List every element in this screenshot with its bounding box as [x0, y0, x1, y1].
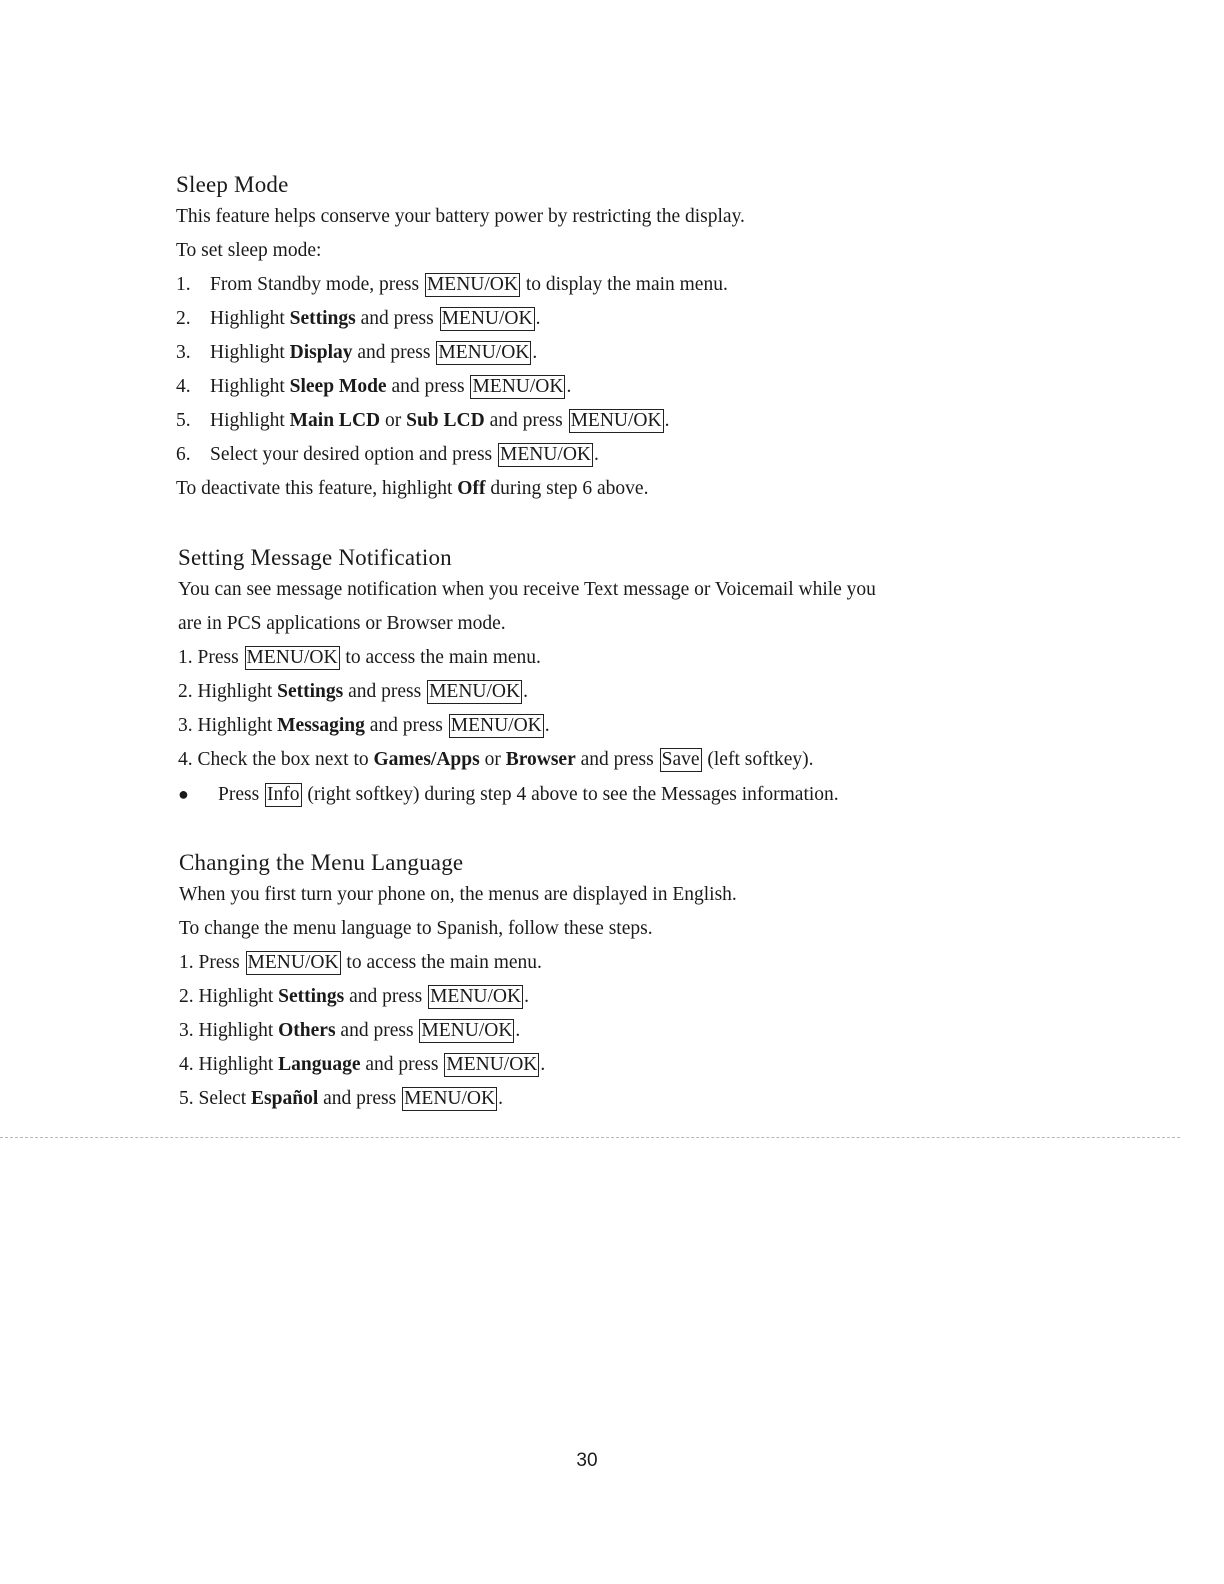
section-message-notification [178, 543, 876, 811]
paragraph: To set sleep mode: [176, 240, 322, 261]
menu-ok-key: MENU/OK [500, 444, 592, 465]
menu-ok-key: MENU/OK [472, 376, 564, 397]
paragraph: To change the menu language to Spanish, follow these steps. [179, 918, 653, 939]
menu-ok-key: MENU/OK [404, 1088, 496, 1109]
list-item: 1. Press MENU/OK to access the main menu. [178, 647, 541, 668]
list-item: 3. Highlight Messaging and press MENU/OK . [178, 715, 550, 736]
step-number: 3. [179, 1020, 194, 1041]
step-number: 3. [176, 342, 191, 363]
divider-line [0, 1137, 1180, 1138]
list-item: 4. Check the box next to Games/Apps or Browser and press Save (left softkey). [178, 749, 814, 770]
page-number: 30 [576, 1450, 598, 1471]
section-sleep-mode [176, 170, 745, 506]
step-number: 5. [179, 1088, 194, 1109]
section-heading: Changing the Menu Language [179, 850, 464, 875]
info-key: Info [267, 784, 300, 805]
menu-ok-key: MENU/OK [446, 1054, 538, 1075]
menu-ok-key: MENU/OK [450, 715, 542, 736]
step-number: 4. [179, 1054, 194, 1075]
menu-ok-key: MENU/OK [441, 308, 533, 329]
bullet-icon: ● [178, 784, 189, 804]
list-item: 4. Highlight Language and press MENU/OK . [179, 1054, 546, 1075]
step-number: 1. [176, 274, 191, 295]
step-number: 1. [178, 647, 193, 668]
list-item: 3. Highlight Display and press MENU/OK . [176, 336, 745, 370]
list-item: 1. From Standby mode, press MENU/OK to display the main menu. [176, 268, 745, 302]
step-number: 4. [178, 749, 193, 770]
list-item: 3. Highlight Others and press MENU/OK . [179, 1020, 521, 1041]
list-item: 4. Highlight Sleep Mode and press MENU/OK . [176, 370, 745, 404]
menu-ok-key: MENU/OK [247, 952, 339, 973]
menu-ok-key: MENU/OK [570, 410, 662, 431]
list-item: 2. Highlight Settings and press MENU/OK . [179, 986, 529, 1007]
section-heading: Sleep Mode [176, 172, 289, 197]
list-item: 6. Select your desired option and press MENU/OK . [176, 438, 745, 472]
step-number: 2. [176, 308, 191, 329]
step-number: 1. [179, 952, 194, 973]
step-number: 2. [179, 986, 194, 1007]
list-item: 5. Select Español and press MENU/OK . [179, 1088, 503, 1109]
step-number: 5. [176, 410, 191, 431]
menu-ok-key: MENU/OK [421, 1020, 513, 1041]
step-number: 3. [178, 715, 193, 736]
step-number: 6. [176, 444, 191, 465]
step-number: 4. [176, 376, 191, 397]
list-item: 2. Highlight Settings and press MENU/OK . [176, 302, 745, 336]
paragraph: You can see message notification when you receive Text message or Voicemail while you [178, 579, 876, 600]
menu-ok-key: MENU/OK [430, 986, 522, 1007]
list-item: 1. Press MENU/OK to access the main menu. [179, 952, 542, 973]
list-item: 5. Highlight Main LCD or Sub LCD and press MENU/OK . [176, 404, 745, 438]
list-item: 2. Highlight Settings and press MENU/OK . [178, 681, 528, 702]
bullet-item: ● Press Info (right softkey) during step 4 above to see the Messages information. [178, 777, 876, 811]
menu-ok-key: MENU/OK [426, 274, 518, 295]
save-key: Save [661, 749, 700, 770]
menu-ok-key: MENU/OK [246, 647, 338, 668]
paragraph: To deactivate this feature, highlight Off during step 6 above. [176, 478, 649, 499]
paragraph: This feature helps conserve your battery power by restricting the display. [176, 206, 745, 227]
paragraph: are in PCS applications or Browser mode. [178, 613, 506, 634]
section-heading: Setting Message Notification [178, 545, 452, 570]
menu-ok-key: MENU/OK [429, 681, 521, 702]
section-menu-language [179, 848, 737, 1116]
menu-ok-key: MENU/OK [438, 342, 530, 363]
paragraph: When you first turn your phone on, the menus are displayed in English. [179, 884, 737, 905]
step-number: 2. [178, 681, 193, 702]
